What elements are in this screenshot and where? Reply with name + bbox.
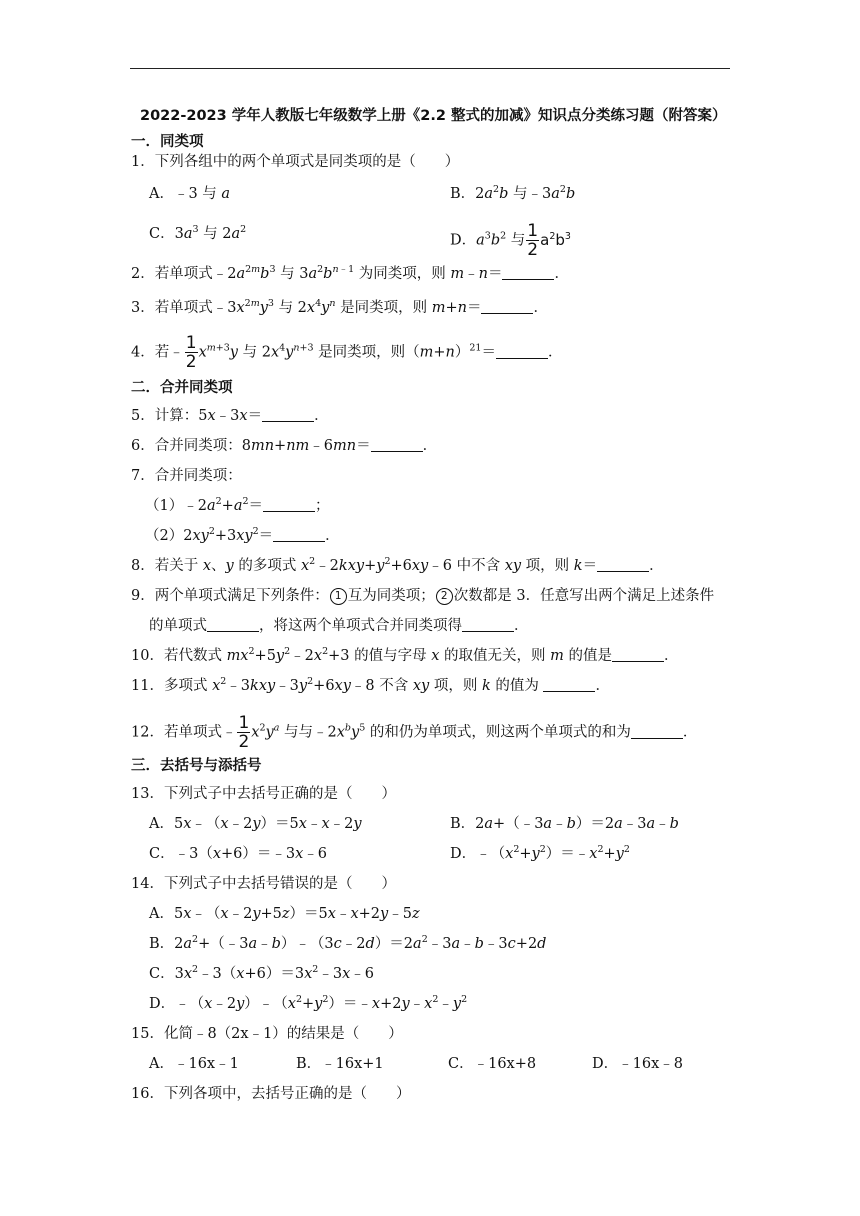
question-14-option-d: D．$﹣(x﹣2y)﹣(x^2+y^2)=﹣x+2y﹣x^2﹣y^2$ [149,994,468,1012]
question-7-stem: 7．合并同类项： [131,468,242,484]
question-4: 4．若﹣ $\frac{1}{2}$ $x^{m+3}y$ 与 $2x^4y^{n+3}$ 是同类项，则$(m+n)^{21}=$ ． [131,333,563,372]
question-9-line-1: 9．两个单项式满足下列条件： 1 互为同类项； 2 次数都是 3．任意写出两个满足上述条件 [131,588,715,604]
question-13-option-c: C．﹣3（x+6）＝﹣3x﹣6 [149,846,328,862]
question-7-part-1: $(1)﹣2a^2+a^2=$ ； [145,496,330,514]
fraction-one-half: $\frac{1}{2}$ [527,221,539,260]
question-6: 6．合并同类项：8mn+nm﹣6mn＝ ． [131,438,438,454]
question-2: 2．若单项式$﹣2a^{2m}b^3$ 与 $3a^2b^{n﹣1}$ 为同类项，则 m﹣n＝ ． [131,264,569,282]
question-14-option-c: C．$3x^2﹣3(x+6)=3x^2﹣3x﹣6$ [149,964,374,982]
question-13-stem: 13．下列式子中去括号正确的是（ ） [131,786,396,802]
answer-blank[interactable] [612,649,664,662]
question-15-option-a: A．﹣16x﹣1 [149,1056,239,1072]
answer-blank[interactable] [543,679,595,692]
question-15-option-c: C．﹣16x+8 [448,1056,537,1072]
answer-blank[interactable] [597,559,649,572]
fraction-one-half: $\frac{1}{2}$ [238,713,250,752]
question-11: 11．多项式 $x^2﹣3kxy﹣3y^2+6xy﹣8$ 不含 xy 项，则 k 的值为 ． [131,676,610,694]
section-heading-combine-like-terms: 二．合并同类项 [131,380,233,396]
answer-blank[interactable] [631,726,683,739]
question-5: 5．计算：5x﹣3x＝ ． [131,408,329,424]
answer-blank[interactable] [273,529,325,542]
question-15-option-b: B．﹣16x+1 [296,1056,384,1072]
answer-blank[interactable] [481,301,533,314]
question-1-stem: 1．下列各组中的两个单项式是同类项的是（ ） [131,154,460,170]
question-9-line-2: 的单项式 ，将这两个单项式合并同类项得 ． [149,618,529,634]
question-1-option-c: C．$3a^3$ 与 $2a^2$ [149,224,247,242]
question-1-option-d: D．$a^3b^2$ 与 $\frac{1}{2}$ $a^2b^3$ [450,221,571,260]
question-16-stem: 16．下列各项中，去括号正确的是（ ） [131,1086,411,1102]
section-heading-like-terms: 一．同类项 [131,134,204,150]
question-10: 10．若代数式 $mx^2+5y^2﹣2x^2+3$ 的值与字母 x 的取值无关，则 m 的值是 ． [131,646,679,664]
answer-blank[interactable] [263,499,315,512]
answer-blank[interactable] [496,346,548,359]
circled-number-2: 2 [436,588,453,605]
answer-blank[interactable] [462,619,514,632]
question-12: 12．若单项式﹣ $\frac{1}{2}$ $x^2y^a$ 与与$﹣2x^by^5$ 的和仍为单项式，则这两个单项式的和为 ． [131,713,698,752]
answer-blank[interactable] [371,439,423,452]
question-13-option-d: D．$﹣(x^2+y^2)=﹣x^2+y^2$ [450,844,630,862]
question-14-option-b: B．$2a^2+(﹣3a﹣b)﹣(3c﹣2d)=2a^2﹣3a﹣b﹣3c+2d$ [149,934,547,952]
question-13-option-a: A．5x﹣（x﹣2y）＝5x﹣x﹣2y [149,816,362,832]
section-heading-brackets: 三．去括号与添括号 [131,758,262,774]
page-title: 2022-2023 学年人教版七年级数学上册《2.2 整式的加减》知识点分类练习题（附答案） [140,108,727,124]
question-8: 8．若关于 x、y 的多项式 $x^2﹣2kxy+y^2+6xy﹣6$ 中不含 xy 项，则 k＝ ． [131,556,664,574]
question-15-stem: 15．化简﹣8（2x﹣1）的结果是（ ） [131,1026,403,1042]
question-14-stem: 14．下列式子中去括号错误的是（ ） [131,876,396,892]
circled-number-1: 1 [330,588,347,605]
question-3: 3．若单项式$﹣3x^{2m}y^3$ 与 $2x^4y^n$ 是同类项，则 m+n＝ ． [131,298,548,316]
header-rule [130,68,730,69]
answer-blank[interactable] [207,619,259,632]
question-15-option-d: D．﹣16x﹣8 [592,1056,683,1072]
answer-blank[interactable] [262,409,314,422]
question-14-option-a: A．5x﹣（x﹣2y+5z）＝5x﹣x+2y﹣5z [149,906,420,922]
answer-blank[interactable] [502,267,554,280]
question-1-option-b: B．$2a^2b$ 与$﹣3a^2b$ [450,184,576,202]
question-1-option-a: A．﹣3 与 a [149,186,231,202]
question-13-option-b: B．2a+（﹣3a﹣b）＝2a﹣3a﹣b [450,816,679,832]
question-7-part-2: $(2)2xy^2+3xy^2=$ ． [145,526,340,544]
fraction-one-half: $\frac{1}{2}$ [185,333,197,372]
